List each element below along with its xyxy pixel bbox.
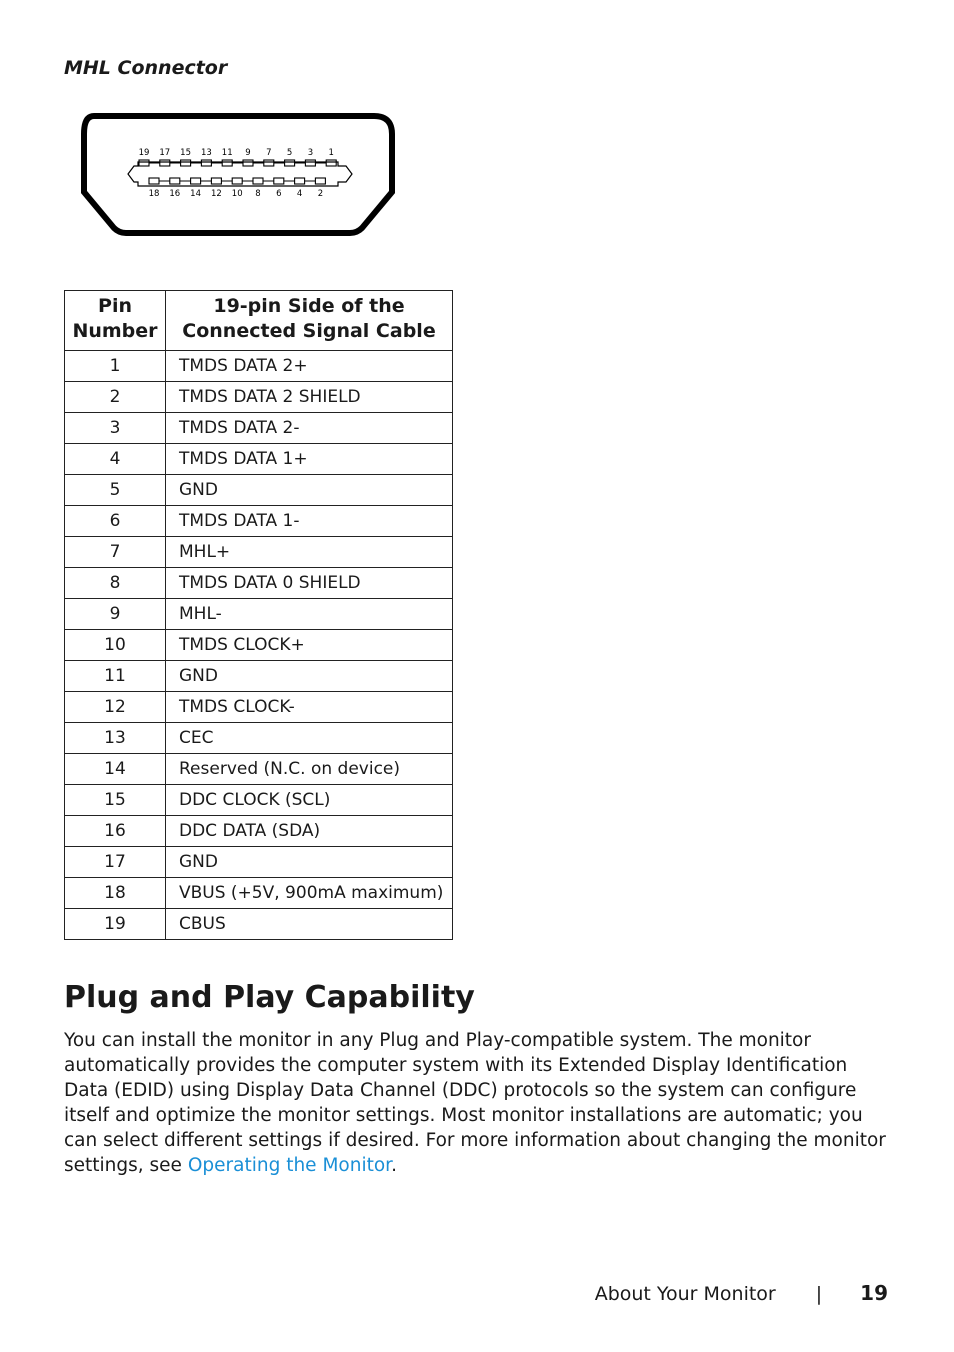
pin-number-cell: 11 [65, 661, 166, 692]
section-title: MHL Connector [64, 57, 228, 79]
bottom-pin-label: 6 [276, 189, 282, 199]
plug-and-play-heading: Plug and Play Capability [64, 980, 475, 1015]
top-pin-label: 17 [159, 148, 171, 158]
top-pin-label: 1 [328, 148, 334, 158]
signal-cell: TMDS DATA 0 SHIELD [166, 568, 453, 599]
bottom-pin-label: 18 [148, 189, 160, 199]
bottom-pin [170, 178, 180, 184]
signal-cell: Reserved (N.C. on device) [166, 754, 453, 785]
signal-cell: DDC CLOCK (SCL) [166, 785, 453, 816]
table-row [65, 568, 453, 599]
footer-separator: | [815, 1283, 823, 1305]
pin-number-cell: 5 [65, 475, 166, 506]
pin-number-cell: 1 [65, 351, 166, 382]
signal-cell: TMDS CLOCK+ [166, 630, 453, 661]
table-row [65, 692, 453, 723]
table-row [65, 537, 453, 568]
bottom-pin [274, 178, 284, 184]
table-row [65, 599, 453, 630]
signal-cell: GND [166, 847, 453, 878]
paragraph-end: . [391, 1155, 397, 1176]
signal-header: 19-pin Side of the Connected Signal Cable [166, 291, 453, 351]
top-pin-label: 19 [138, 148, 150, 158]
top-pin-label: 13 [200, 148, 212, 158]
bottom-pin-label: 12 [210, 189, 222, 199]
pin-number-cell: 6 [65, 506, 166, 537]
table-header-row [65, 291, 453, 351]
pin-number-cell: 7 [65, 537, 166, 568]
page-footer [595, 1280, 888, 1307]
signal-cell: CBUS [166, 909, 453, 940]
table-row [65, 413, 453, 444]
signal-cell: MHL+ [166, 537, 453, 568]
bottom-pin-label: 14 [190, 189, 202, 199]
table-row [65, 754, 453, 785]
signal-cell: CEC [166, 723, 453, 754]
signal-cell: MHL- [166, 599, 453, 630]
pin-number-cell: 15 [65, 785, 166, 816]
table-row [65, 909, 453, 940]
pin-number-cell: 14 [65, 754, 166, 785]
pin-number-cell: 8 [65, 568, 166, 599]
signal-cell: GND [166, 661, 453, 692]
bottom-pin [315, 178, 325, 184]
bottom-pin [149, 178, 159, 184]
bottom-pin-label: 16 [169, 189, 181, 199]
mhl-connector-diagram [76, 108, 400, 240]
signal-cell: TMDS DATA 1- [166, 506, 453, 537]
top-pin-label: 9 [245, 148, 251, 158]
top-pin [264, 160, 274, 166]
bottom-pin [211, 178, 221, 184]
pin-assignment-table [64, 290, 453, 940]
table-row [65, 351, 453, 382]
signal-cell: VBUS (+5V, 900mA maximum) [166, 878, 453, 909]
signal-cell: TMDS DATA 2+ [166, 351, 453, 382]
top-pin [222, 160, 232, 166]
top-pin [243, 160, 253, 166]
pin-number-cell: 4 [65, 444, 166, 475]
signal-cell: TMDS DATA 2- [166, 413, 453, 444]
table-row [65, 723, 453, 754]
bottom-pin-label: 8 [255, 189, 261, 199]
pin-number-cell: 16 [65, 816, 166, 847]
top-pin-label: 11 [221, 148, 233, 158]
signal-cell: GND [166, 475, 453, 506]
page-number: 19 [860, 1281, 888, 1305]
top-pin-label: 7 [266, 148, 272, 158]
table-row [65, 444, 453, 475]
signal-cell: TMDS CLOCK- [166, 692, 453, 723]
signal-cell: TMDS DATA 2 SHIELD [166, 382, 453, 413]
operating-the-monitor-link[interactable]: Operating the Monitor [187, 1155, 392, 1176]
table-row [65, 878, 453, 909]
table-row [65, 661, 453, 692]
bottom-pin [232, 178, 242, 184]
bottom-pin-label: 10 [231, 189, 243, 199]
pin-number-header: Pin Number [65, 291, 166, 351]
signal-cell: DDC DATA (SDA) [166, 816, 453, 847]
top-pin [160, 160, 170, 166]
pin-number-cell: 9 [65, 599, 166, 630]
top-pin-label: 5 [286, 148, 293, 158]
paragraph-text: You can install the monitor in any Plug and Play-compatible system. The monitor automatically provides the computer system with its Extended Display Identification Data (EDID) using Display Data Channel (DDC) protocols so the system can configure itself and optimize the monitor settings. Most monitor installations are automatic; you can select different settings if desired. For more information about changing the monitor settings, see [64, 1030, 886, 1176]
top-pin-label: 15 [180, 148, 192, 158]
bottom-pin [253, 178, 263, 184]
table-row [65, 816, 453, 847]
pin-number-cell: 12 [65, 692, 166, 723]
table-row [65, 506, 453, 537]
bottom-pin [295, 178, 305, 184]
pin-number-cell: 17 [65, 847, 166, 878]
connector-shell [84, 116, 392, 233]
pin-number-cell: 3 [65, 413, 166, 444]
bottom-pin [191, 178, 201, 184]
footer-section-title: About Your Monitor [594, 1283, 776, 1305]
pin-number-cell: 18 [65, 878, 166, 909]
top-pin-label: 3 [307, 148, 314, 158]
top-pin [326, 160, 336, 166]
pin-number-cell: 10 [65, 630, 166, 661]
signal-cell: TMDS DATA 1+ [166, 444, 453, 475]
top-pin [201, 160, 211, 166]
pin-number-cell: 13 [65, 723, 166, 754]
pin-number-cell: 19 [65, 909, 166, 940]
top-pin [305, 160, 315, 166]
table-row [65, 475, 453, 506]
table-row [65, 630, 453, 661]
table-row [65, 847, 453, 878]
top-pin [181, 160, 191, 166]
table-row [65, 382, 453, 413]
table-row [65, 785, 453, 816]
top-pin [139, 160, 149, 166]
bottom-pin-label: 2 [317, 189, 324, 199]
plug-and-play-paragraph [64, 1028, 894, 1178]
bottom-pin-label: 4 [296, 189, 303, 199]
pin-number-cell: 2 [65, 382, 166, 413]
top-pin [285, 160, 295, 166]
